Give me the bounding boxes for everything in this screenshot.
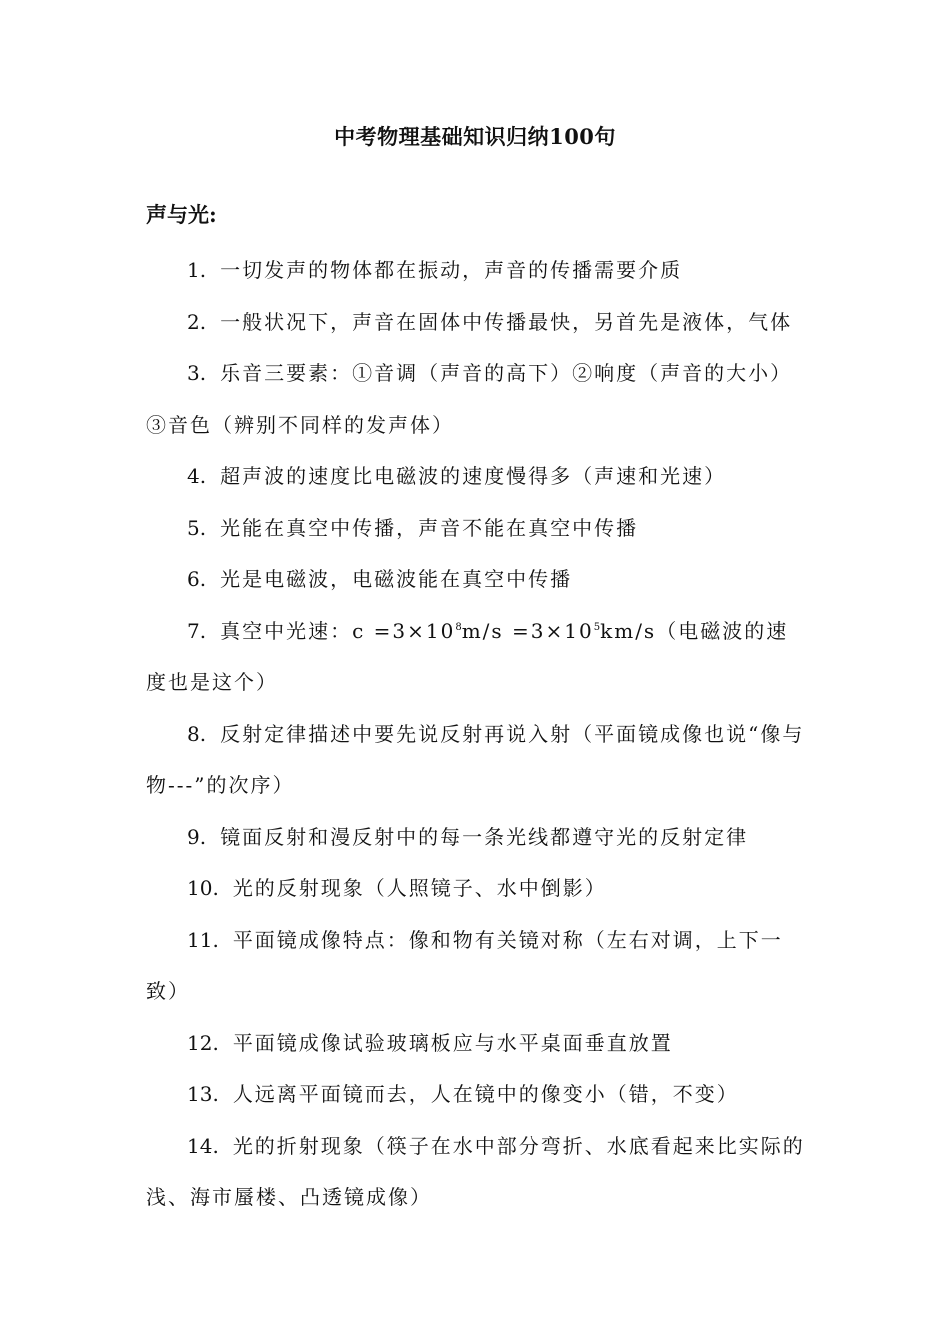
list-item: 2. 一般状况下，声音在固体中传播最快，另首先是液体，气体 [187, 309, 793, 334]
list-item: 9. 镜面反射和漫反射中的每一条光线都遵守光的反射定律 [187, 824, 749, 849]
document-title: 中考物理基础知识归纳100句 [334, 124, 616, 149]
list-item: 6. 光是电磁波，电磁波能在真空中传播 [187, 567, 573, 591]
list-item: 1. 一切发声的物体都在振动，声音的传播需要介质 [187, 258, 683, 282]
item-list [146, 245, 808, 1224]
exponent: 8 [455, 621, 462, 633]
exponent: 5 [593, 621, 601, 633]
list-item: 4. 超声波的速度比电磁波的速度慢得多（声速和光速） [187, 464, 727, 488]
section-heading: 声与光: [146, 202, 217, 227]
list-item: 7. 真空中光速：$c =3\times 10^8m/s =3\times 10^5km/s$（电磁波的速度也是这个） [146, 618, 789, 694]
list-item: 3. 乐音三要素：①音调（声音的高下）②响度（声音的大小）③音色（辨别不同样的发声体） [146, 361, 793, 437]
list-item: 12. 平面镜成像试验玻璃板应与水平桌面垂直放置 [187, 1030, 673, 1055]
list-item: 13. 人远离平面镜而去，人在镜中的像变小（错，不变） [187, 1082, 739, 1106]
list-item: 10. 光的反射现象（人照镜子、水中倒影） [187, 876, 607, 900]
list-item: 14. 光的折射现象（筷子在水中部分弯折、水底看起来比实际的浅、海市蜃楼、凸透镜成像） [146, 1133, 805, 1209]
list-item: 5. 光能在真空中传播，声音不能在真空中传播 [187, 515, 639, 540]
list-item: 8. 反射定律描述中要先说反射再说入射（平面镜成像也说“像与物---”的次序） [146, 721, 805, 797]
list-item: 11. 平面镜成像特点：像和物有关镜对称（左右对调，上下一致） [146, 927, 783, 1003]
